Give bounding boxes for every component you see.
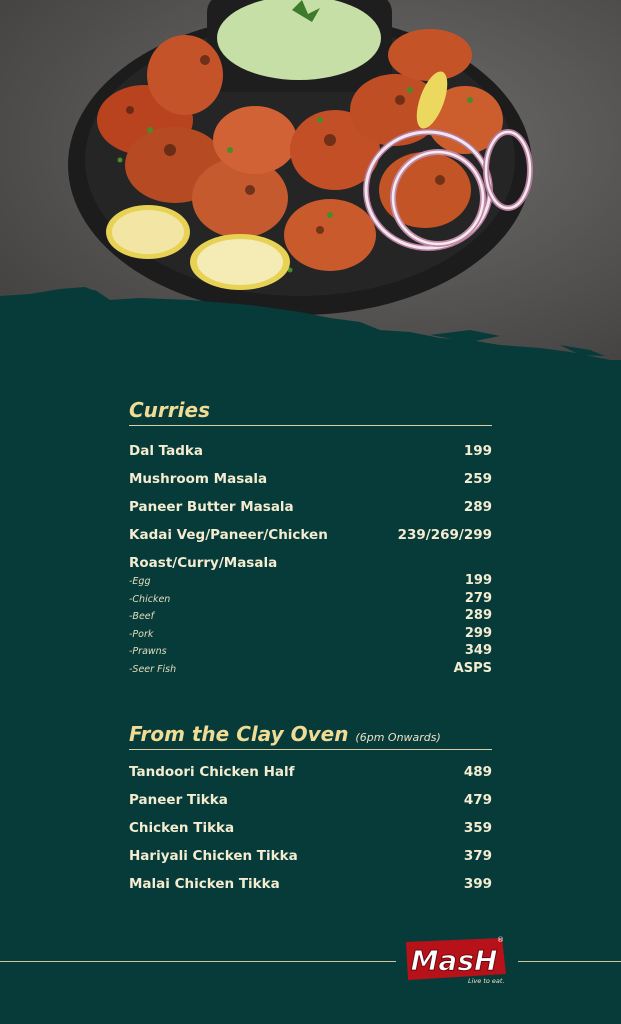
item-price: 399 — [463, 876, 492, 892]
sub-item-price: 349 — [464, 643, 492, 658]
logo-wordmark: MasH — [410, 944, 498, 977]
menu-item — [129, 471, 492, 487]
menu-item — [129, 499, 492, 515]
menu-item — [129, 443, 492, 459]
sub-item — [129, 626, 492, 644]
sub-item-name: -Pork — [129, 628, 154, 640]
curries-title: Curries — [129, 398, 210, 422]
sub-item — [129, 643, 492, 661]
item-name: Paneer Butter Masala — [129, 499, 294, 515]
item-name: Mushroom Masala — [129, 471, 268, 487]
logo-tagline: Live to eat. — [468, 977, 505, 985]
item-price: 289 — [463, 499, 492, 515]
sub-item-name: -Seer Fish — [129, 663, 177, 675]
sub-item-price: 299 — [464, 625, 492, 641]
sub-item-price: 289 — [464, 608, 492, 623]
clay-oven-subtitle: (6pm Onwards) — [355, 731, 441, 744]
footer-divider-right — [518, 961, 621, 962]
registered-mark: ® — [497, 936, 504, 944]
menu-item — [129, 820, 492, 836]
item-name: Paneer Tikka — [129, 792, 228, 808]
clay-oven-heading — [129, 722, 492, 750]
item-name: Malai Chicken Tikka — [129, 876, 280, 892]
curries-heading — [129, 398, 492, 426]
item-price: 239/269/299 — [397, 527, 492, 543]
menu-item — [129, 848, 492, 864]
menu-content — [129, 398, 492, 892]
sub-item-price: 279 — [464, 590, 492, 606]
sub-item-name: -Beef — [129, 611, 154, 622]
sub-item-name: -Chicken — [129, 593, 171, 605]
footer-divider-left — [0, 961, 396, 962]
sub-item — [129, 591, 492, 609]
item-price: 359 — [463, 820, 492, 836]
mash-logo — [402, 934, 512, 988]
item-price: 259 — [463, 471, 492, 487]
sub-item-name: -Prawns — [129, 646, 167, 657]
sub-item-price: 199 — [464, 573, 492, 588]
hero-food-photo — [0, 0, 621, 360]
sub-item-price: ASPS — [453, 660, 492, 676]
menu-item — [129, 764, 492, 780]
menu-item — [129, 527, 492, 543]
sub-item — [129, 608, 492, 626]
item-price: 479 — [463, 792, 492, 808]
tandoori-platter-illustration — [0, 0, 621, 360]
item-price: 199 — [463, 443, 492, 459]
item-name: Dal Tadka — [129, 443, 203, 459]
sub-item — [129, 573, 492, 591]
roast-heading — [129, 555, 492, 571]
clay-oven-title: From the Clay Oven — [129, 722, 349, 746]
item-price: 379 — [463, 848, 492, 864]
menu-item — [129, 876, 492, 892]
sub-item-name: -Egg — [129, 576, 151, 587]
sub-item — [129, 661, 492, 679]
item-name: Roast/Curry/Masala — [129, 555, 278, 571]
item-name: Chicken Tikka — [129, 820, 235, 836]
item-price: 489 — [463, 764, 492, 780]
item-name: Kadai Veg/Paneer/Chicken — [129, 527, 328, 543]
item-name: Hariyali Chicken Tikka — [129, 848, 298, 864]
menu-item — [129, 792, 492, 808]
item-name: Tandoori Chicken Half — [129, 764, 295, 780]
